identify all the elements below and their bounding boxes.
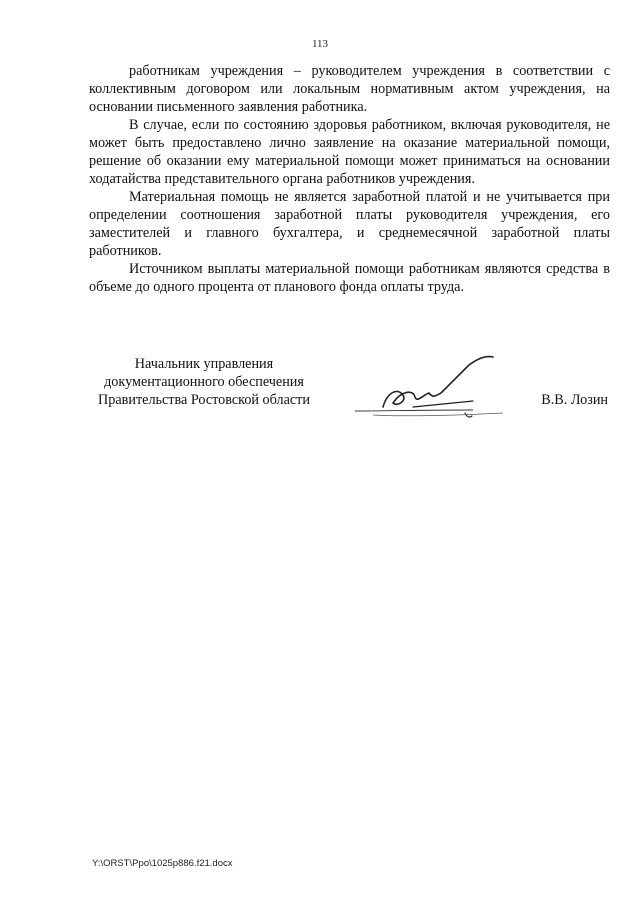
signatory-title-line-2: документационного обеспечения	[104, 374, 304, 390]
signatory-name: В.В. Лозин	[541, 392, 608, 408]
paragraph-funding-source: Источником выплаты материальной помощи работникам являются средства в объеме до одного процента от планового фонда оплаты труда.	[89, 261, 610, 295]
paragraph-health-case: В случае, если по состоянию здоровья работником, включая руководителя, не может быть предоставлено лично заявление на оказание материальной помощи, решение об оказании ему материальной помощи может приниматься на основании ходатайства представительного органа работников учреждения.	[89, 117, 610, 187]
paragraph-continuation: работникам учреждения – руководителем учреждения в соответствии с коллективным договором или локальным нормативным актом учреждения, на основании письменного заявления работника.	[89, 63, 610, 115]
signatory-title-line-3: Правительства Ростовской области	[98, 392, 310, 408]
page-number: 113	[311, 38, 329, 50]
signatory-title	[89, 355, 319, 409]
signature-block	[0, 355, 640, 435]
signatory-title-line-1: Начальник управления	[134, 356, 274, 372]
document-body	[89, 62, 610, 296]
paragraph-not-salary: Материальная помощь не является заработной платой и не учитывается при определении соотношения заработной платы руководителя учреждения, его заместителей и главного бухгалтера, и среднемесячной заработной платы работников.	[89, 189, 610, 259]
footer-file-path: Y:\ORST\Ppo\1025p886.f21.docx	[92, 858, 233, 869]
handwritten-signature	[353, 355, 513, 435]
